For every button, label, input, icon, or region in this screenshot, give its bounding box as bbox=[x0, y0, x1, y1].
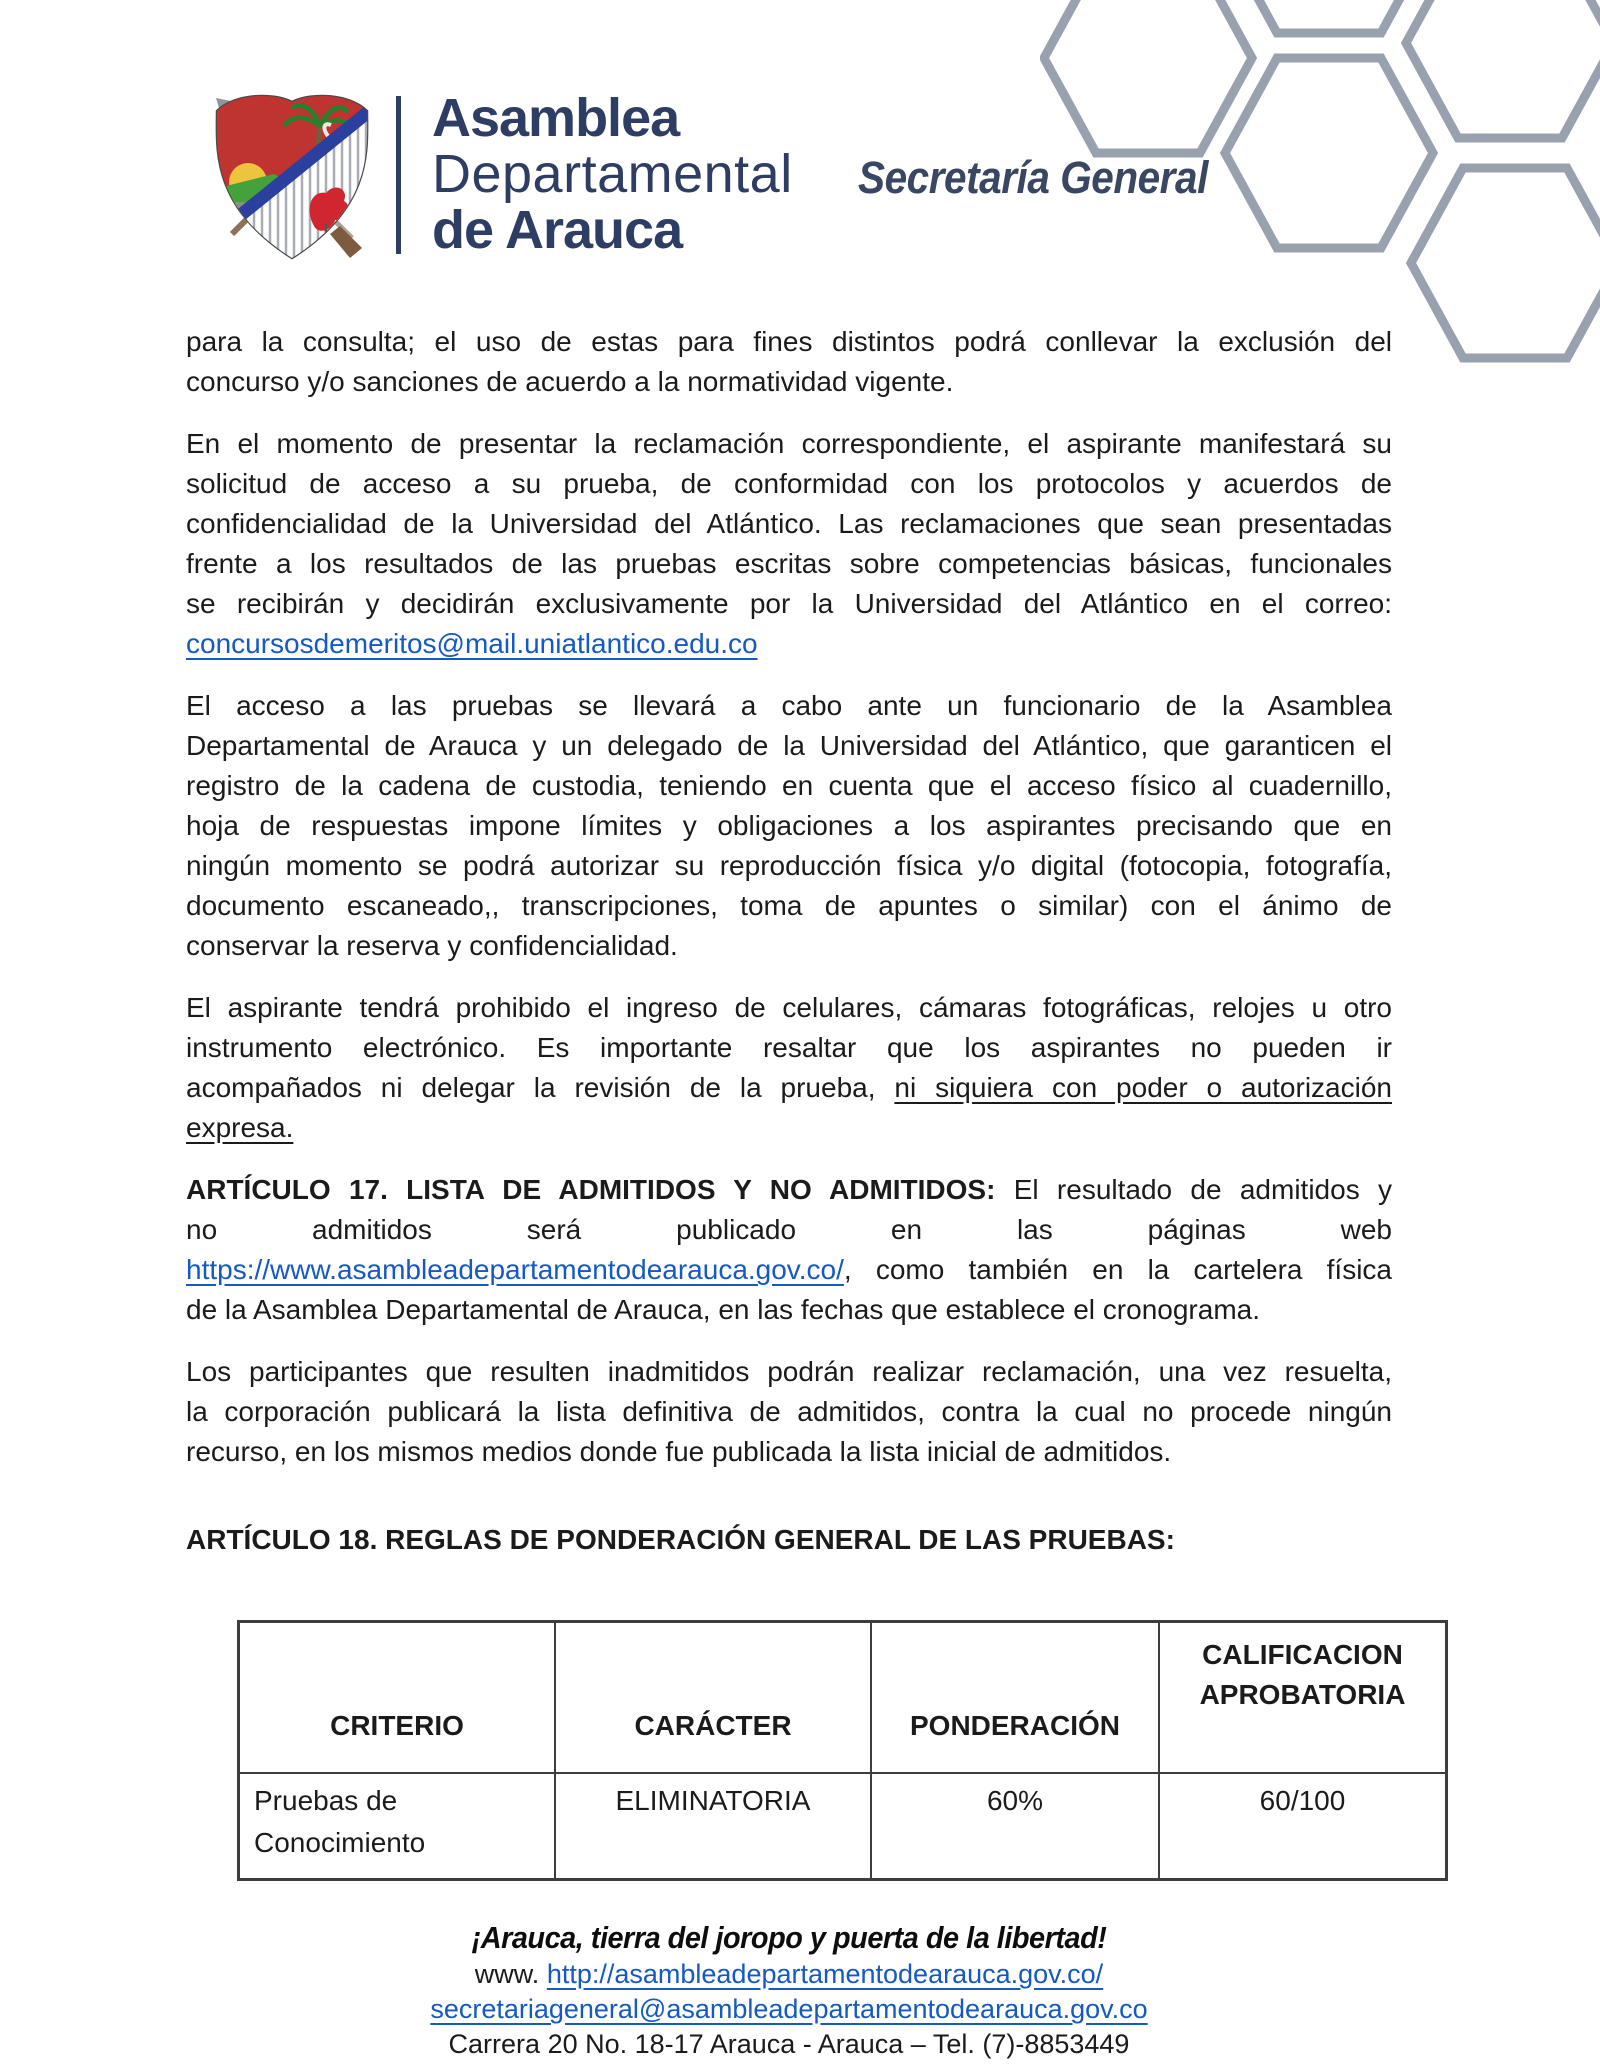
table-header-row bbox=[239, 1622, 1447, 1774]
text-line bbox=[186, 1170, 1392, 1210]
coat-of-arms bbox=[202, 86, 382, 266]
ponderacion-table bbox=[237, 1620, 1448, 1881]
article-18-heading: ARTÍCULO 18. REGLAS DE PONDERACIÓN GENERAL DE LAS PRUEBAS: bbox=[186, 1524, 1175, 1555]
footer-website-link[interactable]: http://asambleadepartamentodearauca.gov.co/ bbox=[546, 1959, 1104, 1989]
text-line: instrumento electrónico. Es importante resaltar que los aspirantes no pueden ir bbox=[186, 1032, 1392, 1063]
text-line: El acceso a las pruebas se llevará a cabo ante un funcionario de la Asamblea bbox=[186, 690, 1392, 721]
cell-caracter: ELIMINATORIA bbox=[555, 1773, 871, 1880]
text-line bbox=[186, 1068, 1392, 1108]
email-link-uniatlantico[interactable]: concursosdemeritos@mail.uniatlantico.edu.co bbox=[186, 628, 758, 659]
text-line: hoja de respuestas impone límites y obligaciones a los aspirantes precisando que en bbox=[186, 810, 1392, 841]
footer-address: Carrera 20 No. 18-17 Arauca - Arauca – Tel. (7)-8853449 bbox=[448, 2029, 1130, 2059]
footer-tagline: ¡Arauca, tierra del joropo y puerta de la libertad! bbox=[471, 1920, 1107, 1955]
text-segment: acompañados ni delegar la revisión de la prueba, bbox=[186, 1072, 895, 1103]
text-line: Los participantes que resulten inadmitidos podrán realizar reclamación, una vez resuelta, bbox=[186, 1356, 1392, 1387]
www-prefix: www. bbox=[474, 1959, 547, 1989]
paragraph-inadmitidos bbox=[186, 1352, 1392, 1472]
text-line: la corporación publicará la lista definitiva de admitidos, contra la cual no procede ningún bbox=[186, 1396, 1392, 1427]
document-body bbox=[0, 322, 1600, 2062]
column-header-criterio: CRITERIO bbox=[239, 1622, 556, 1774]
text-line: confidencialidad de la Universidad del Atlántico. Las reclamaciones que sean presentadas bbox=[186, 508, 1392, 539]
text-line: se recibirán y decidirán exclusivamente por la Universidad del Atlántico en el correo: bbox=[186, 588, 1392, 619]
website-link-asamblea[interactable]: https://www.asambleadepartamentodearauca.gov.co/ bbox=[186, 1254, 844, 1285]
text-segment: , como también en la cartelera física bbox=[843, 1254, 1392, 1285]
org-name-line2: Departamental bbox=[432, 144, 793, 204]
article-17-heading: ARTÍCULO 17. LISTA DE ADMITIDOS Y NO ADMITIDOS: bbox=[186, 1174, 996, 1205]
letterhead bbox=[0, 0, 1600, 265]
text-line: de la Asamblea Departamental de Arauca, en las fechas que establece el cronograma. bbox=[186, 1294, 1260, 1325]
cell-ponderacion: 60% bbox=[871, 1773, 1159, 1880]
column-header-ponderacion: PONDERACIÓN bbox=[871, 1622, 1159, 1774]
text-line: conservar la reserva y confidencialidad. bbox=[186, 930, 678, 961]
text-line: El aspirante tendrá prohibido el ingreso de celulares, cámaras fotográficas, relojes u otro bbox=[186, 992, 1392, 1023]
org-name-line1: Asamblea bbox=[432, 88, 680, 148]
text-line: En el momento de presentar la reclamación correspondiente, el aspirante manifestará su bbox=[186, 428, 1392, 459]
underlined-text: expresa. bbox=[186, 1112, 294, 1143]
text-line: Departamental de Arauca y un delegado de la Universidad del Atlántico, que garanticen el bbox=[186, 730, 1392, 761]
text-line: documento escaneado,, transcripciones, toma de apuntes o similar) con el ánimo de bbox=[186, 890, 1392, 921]
paragraph-reclamacion bbox=[186, 424, 1392, 664]
column-header-caracter: CARÁCTER bbox=[555, 1622, 871, 1774]
text-line: concurso y/o sanciones de acuerdo a la normatividad vigente. bbox=[186, 366, 954, 397]
paragraph-prohibiciones bbox=[186, 988, 1392, 1148]
text-line bbox=[186, 1250, 1392, 1290]
paragraph-acceso-pruebas bbox=[186, 686, 1392, 966]
page-footer bbox=[186, 1919, 1392, 2062]
org-name-line3: de Arauca bbox=[432, 200, 683, 260]
underlined-text: ni siquiera con poder o autorización bbox=[894, 1072, 1392, 1103]
text-line: para la consulta; el uso de estas para fines distintos podrá conllevar la exclusión del bbox=[186, 326, 1392, 357]
cell-criterio: Pruebas de Conocimiento bbox=[239, 1773, 556, 1880]
text-line: registro de la cadena de custodia, teniendo en cuenta que el acceso físico al cuadernillo, bbox=[186, 770, 1392, 801]
text-line: frente a los resultados de las pruebas escritas sobre competencias básicas, funcionales bbox=[186, 548, 1392, 579]
department-title: Secretaría General bbox=[858, 152, 1208, 203]
column-header-calificacion: CALIFICACION APROBATORIA bbox=[1159, 1622, 1447, 1774]
text-line: solicitud de acceso a su prueba, de conformidad con los protocolos y acuerdos de bbox=[186, 468, 1392, 499]
footer-website-line bbox=[186, 1957, 1392, 1992]
org-wordmark bbox=[432, 90, 793, 258]
text-segment: El resultado de admitidos y bbox=[995, 1174, 1392, 1205]
cell-calificacion: 60/100 bbox=[1159, 1773, 1447, 1880]
text-line: recurso, en los mismos medios donde fue publicada la lista inicial de admitidos. bbox=[186, 1436, 1172, 1467]
footer-email-link[interactable]: secretariageneral@asambleadepartamentodearauca.gov.co bbox=[430, 1994, 1148, 2024]
text-line: ningún momento se podrá autorizar su reproducción física y/o digital (fotocopia, fotografía, bbox=[186, 850, 1392, 881]
brand-divider bbox=[396, 96, 401, 254]
text-line: no admitidos será publicado en las páginas web bbox=[186, 1214, 1392, 1245]
paragraph-articulo-17 bbox=[186, 1170, 1392, 1330]
table-row bbox=[239, 1773, 1447, 1880]
